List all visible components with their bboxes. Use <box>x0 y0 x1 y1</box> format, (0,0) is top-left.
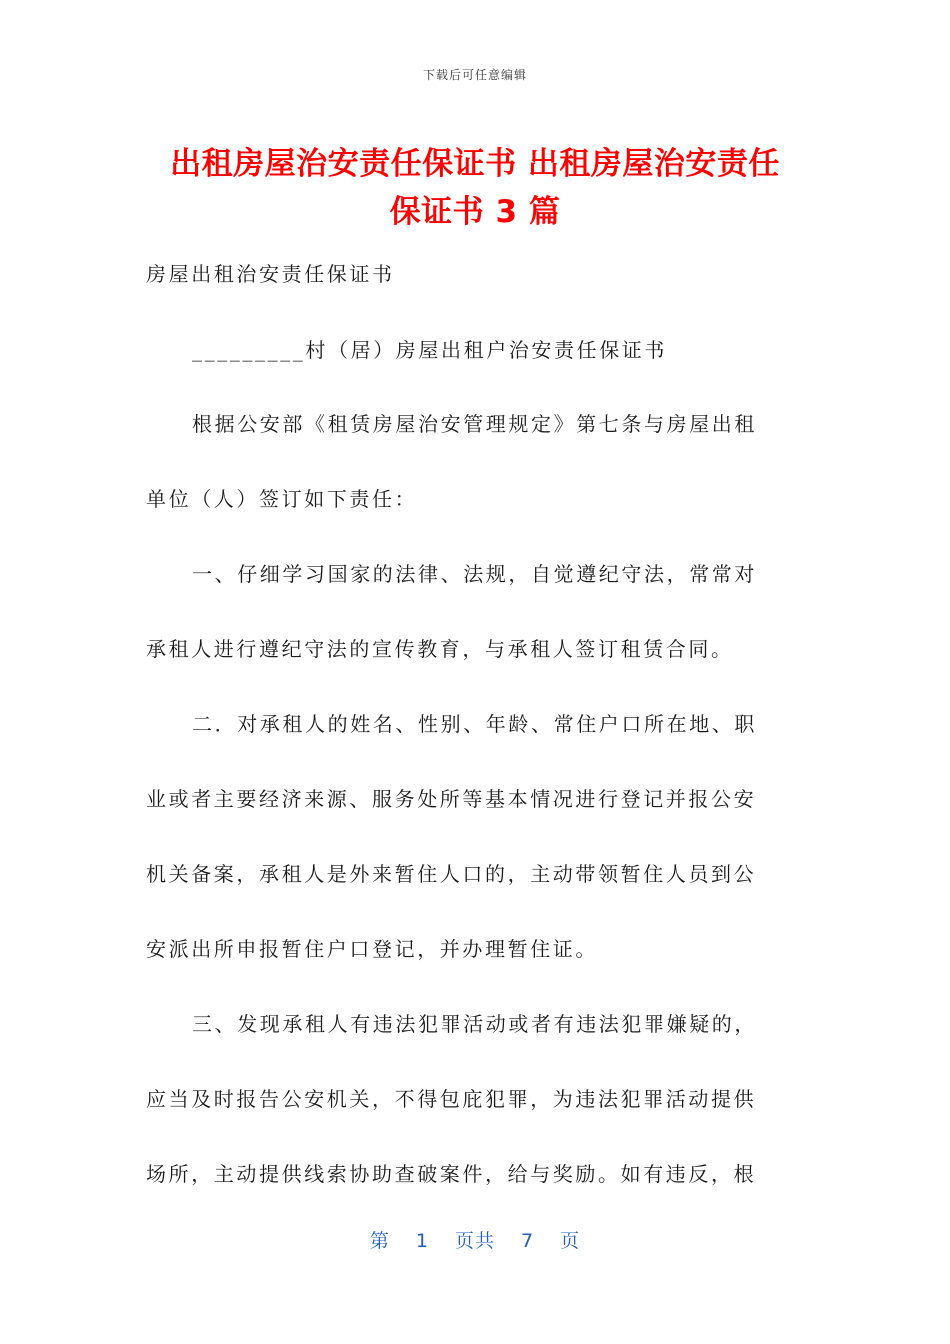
paragraph-text: _________村（居）房屋出租户治安责任保证书 <box>192 338 667 362</box>
footer-current-page: 1 <box>415 1230 429 1252</box>
paragraph-text: 三、发现承租人有违法犯罪活动或者有违法犯罪嫌疑的， <box>192 1012 757 1036</box>
paragraph-text: 根据公安部《租赁房屋治安管理规定》第七条与房屋出租 <box>192 412 757 436</box>
paragraph-text: 安派出所申报暂住户口登记，并办理暂住证。 <box>146 937 598 961</box>
paragraph-text: 业或者主要经济来源、服务处所等基本情况进行登记并报公安 <box>146 787 757 811</box>
paragraph-text: 场所，主动提供线索协助查破案件，给与奖励。如有违反，根 <box>146 1162 757 1186</box>
paragraph-text: 机关备案，承租人是外来暂住人口的，主动带领暂住人员到公 <box>146 862 757 886</box>
paragraph-text: 二．对承租人的姓名、性别、年龄、常住户口所在地、职 <box>192 712 757 736</box>
footer-total-pages: 7 <box>521 1230 535 1252</box>
paragraph-text: 应当及时报告公安机关，不得包庇犯罪，为违法犯罪活动提供 <box>146 1087 757 1111</box>
footer-suffix: 页 <box>560 1230 581 1252</box>
title-line-2: 保证书 3 篇 <box>389 194 561 230</box>
page-number-footer <box>0 1226 950 1253</box>
paragraph-text: 单位（人）签订如下责任： <box>146 487 418 511</box>
footer-prefix: 第 <box>369 1230 390 1252</box>
title-line-1: 出租房屋治安责任保证书 出租房屋治安责任 <box>170 146 780 182</box>
header-note: 下载后可任意编辑 <box>422 68 527 82</box>
paragraph-text: 一、仔细学习国家的法律、法规，自觉遵纪守法，常常对 <box>192 562 757 586</box>
paragraph-text: 房屋出租治安责任保证书 <box>146 262 395 286</box>
paragraph-text: 承租人进行遵纪守法的宣传教育，与承租人签订租赁合同。 <box>146 637 734 661</box>
document-title <box>120 140 830 236</box>
footer-mid: 页共 <box>454 1230 495 1252</box>
